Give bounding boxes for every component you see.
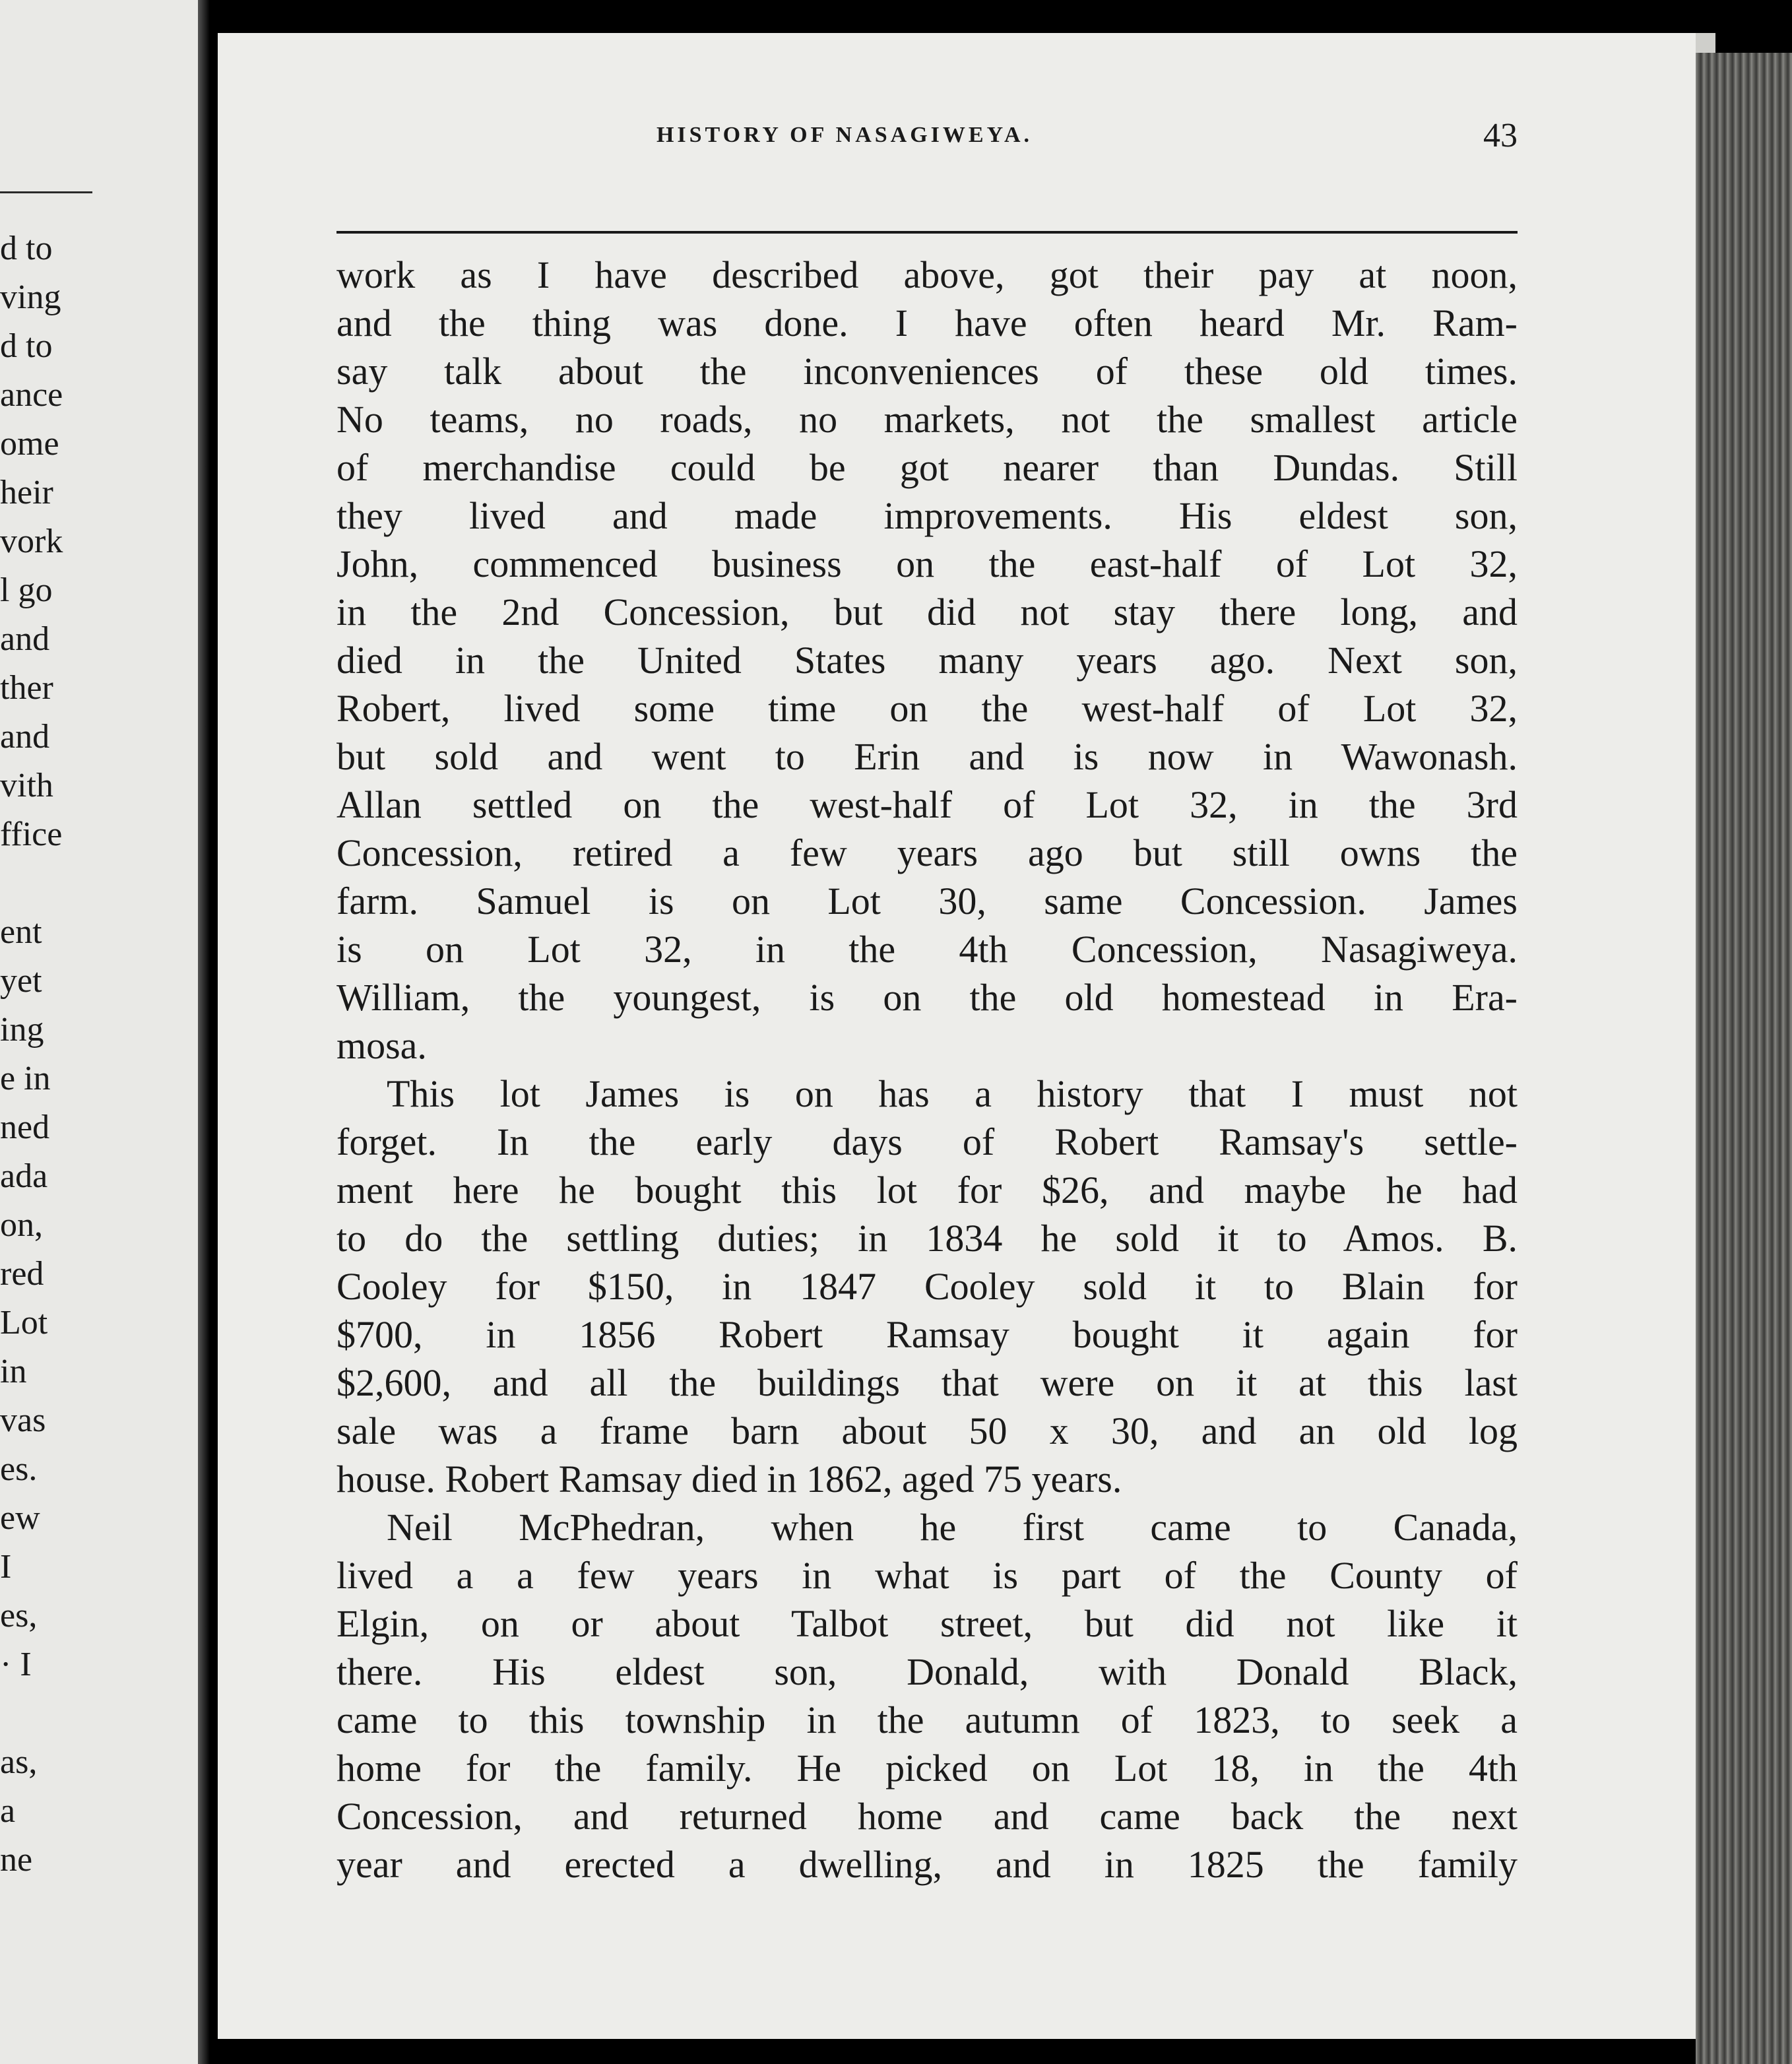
left-page-rule: [0, 191, 92, 193]
text-line: house. Robert Ramsay died in 1862, aged 75 years.: [336, 1458, 1122, 1500]
left-line: I: [0, 1548, 12, 1586]
text-line: Robert, lived some time on the west-half of Lot 32,: [336, 687, 1518, 730]
left-line: es,: [0, 1597, 38, 1634]
left-line: ther: [0, 669, 53, 707]
header-rule: [336, 231, 1518, 234]
text-line: but sold and went to Erin and is now in Wawonash.: [336, 735, 1518, 778]
left-line: d to: [0, 230, 53, 267]
left-line: [0, 1689, 198, 1738]
text-line: ment here he bought this lot for $26, and maybe he had: [336, 1169, 1518, 1211]
left-line: ne: [0, 1841, 33, 1879]
left-line: es.: [0, 1450, 38, 1488]
left-page-text: [0, 224, 198, 1885]
text-line: Concession, retired a few years ago but still owns the: [336, 831, 1518, 874]
left-line: in: [0, 1353, 27, 1390]
left-line: vork: [0, 523, 63, 560]
left-line: ffice: [0, 816, 63, 853]
left-line: ving: [0, 278, 61, 316]
text-line: year and erected a dwelling, and in 1825 the family: [336, 1843, 1518, 1886]
left-line: ned: [0, 1109, 50, 1146]
text-line: Allan settled on the west-half of Lot 32, in the 3rd: [336, 783, 1518, 826]
text-line: sale was a frame barn about 50 x 30, and an old log: [336, 1409, 1518, 1452]
left-line: e in: [0, 1060, 51, 1097]
left-line: ent: [0, 913, 42, 951]
text-line: died in the United States many years ago. Next son,: [336, 639, 1518, 682]
text-line: home for the family. He picked on Lot 18, in the 4th: [336, 1747, 1518, 1790]
running-head: HISTORY OF NASAGIWEYA.: [656, 123, 1033, 147]
left-line: ome: [0, 425, 59, 463]
left-line: Lot: [0, 1304, 48, 1341]
text-line: is on Lot 32, in the 4th Concession, Nasagiweya.: [336, 928, 1518, 971]
left-line: ada: [0, 1157, 48, 1195]
left-line: red: [0, 1255, 44, 1293]
text-line: Cooley for $150, in 1847 Cooley sold it to Blain for: [336, 1265, 1518, 1308]
left-line: yet: [0, 962, 42, 1000]
text-line: of merchandise could be got nearer than Dundas. Still: [336, 446, 1518, 489]
text-line: there. His eldest son, Donald, with Donald Black,: [336, 1650, 1518, 1693]
left-line: as,: [0, 1743, 38, 1781]
text-line: work as I have described above, got their pay at noon,: [336, 253, 1518, 296]
text-line: and the thing was done. I have often heard Mr. Ram-: [336, 302, 1518, 344]
left-line: ew: [0, 1499, 40, 1537]
left-line: vith: [0, 767, 53, 804]
text-line: to do the settling duties; in 1834 he sold it to Amos. B.: [336, 1217, 1518, 1260]
text-line: Neil McPhedran, when he first came to Canada,: [387, 1506, 1518, 1549]
text-line: forget. In the early days of Robert Ramsay's settle-: [336, 1120, 1518, 1163]
text-line: $700, in 1856 Robert Ramsay bought it again for: [336, 1313, 1518, 1356]
text-line: they lived and made improvements. His eldest son,: [336, 494, 1518, 537]
body-text: [336, 251, 1518, 1888]
text-line: John, commenced business on the east-half of Lot 32,: [336, 542, 1518, 585]
left-line: a: [0, 1792, 16, 1830]
text-line: No teams, no roads, no markets, not the smallest article: [336, 398, 1518, 441]
left-line: vas: [0, 1402, 46, 1439]
left-line: ance: [0, 376, 63, 414]
left-line: and: [0, 620, 50, 658]
text-line: say talk about the inconveniences of these old times.: [336, 350, 1518, 393]
text-line: Concession, and returned home and came back the next: [336, 1795, 1518, 1838]
book-gutter: [198, 0, 218, 2064]
left-line: d to: [0, 327, 53, 365]
page-number: 43: [1483, 117, 1518, 154]
text-line: mosa.: [336, 1024, 427, 1067]
text-line: came to this township in the autumn of 1823, to seek a: [336, 1698, 1518, 1741]
left-line: ing: [0, 1011, 44, 1048]
text-line: $2,600, and all the buildings that were on it at this last: [336, 1361, 1518, 1404]
text-line: lived a a few years in what is part of the County of: [336, 1554, 1518, 1597]
text-line: William, the youngest, is on the old homestead in Era-: [336, 976, 1518, 1019]
left-line: · I: [0, 1646, 32, 1683]
left-line: l go: [0, 571, 53, 609]
text-line: farm. Samuel is on Lot 30, same Concession. James: [336, 880, 1518, 922]
left-line: [0, 859, 198, 908]
left-line: on,: [0, 1206, 43, 1244]
text-line: in the 2nd Concession, but did not stay there long, and: [336, 591, 1518, 633]
left-line: heir: [0, 474, 53, 511]
text-line: Elgin, on or about Talbot street, but did not like it: [336, 1602, 1518, 1645]
left-line: and: [0, 718, 50, 756]
page-edges: [1696, 53, 1792, 2064]
left-page-fragment: [0, 0, 198, 2064]
text-line: This lot James is on has a history that I must not: [387, 1072, 1518, 1115]
